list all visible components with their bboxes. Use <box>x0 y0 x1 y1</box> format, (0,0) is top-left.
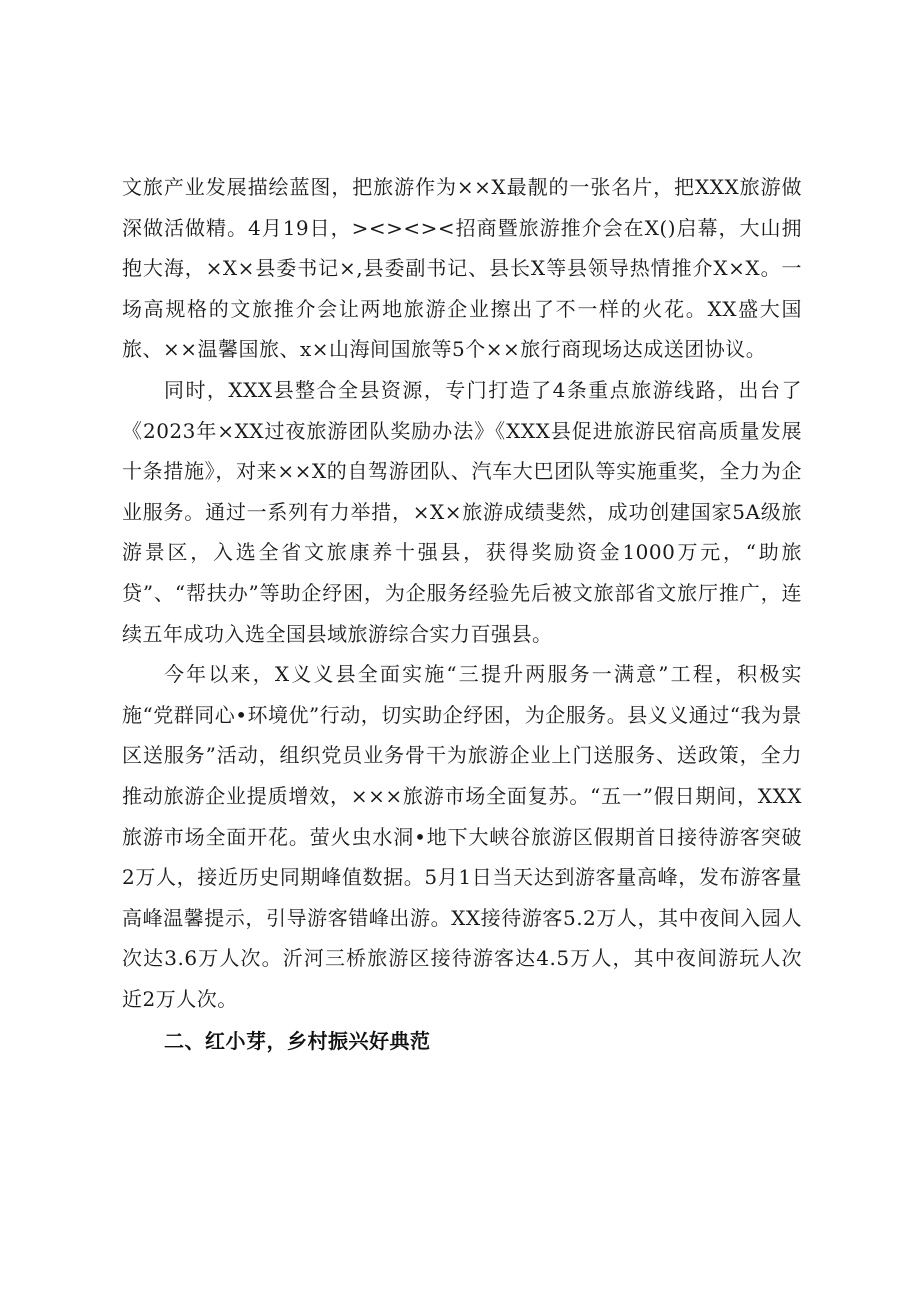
paragraph-continuation: 文旅产业发展描绘蓝图，把旅游作为××X最靓的一张名片，把XXX旅游做深做活做精。4月19日，><><><招商暨旅游推介会在X()启幕，大山拥抱大海，×X×县委书记×,县委副书记、县长X等县领导热情推介X×X。一场高规格的文旅推介会让两地旅游企业擦出了不一样的火花。XX盛大国旅、××温馨国旅、x×山海间国旅等5个××旅行商现场达成送团协议。 <box>122 175 802 362</box>
section-heading: 二、红小芽，乡村振兴好典范 <box>164 1029 431 1054</box>
paragraph-tourism-routes: 同时，XXX县整合全县资源，专门打造了4条重点旅游线路，出台了《2023年×XX过夜旅游团队奖励办法》《XXX县促进旅游民宿高质量发展十条措施》，对来××X的自驾游团队、汽车大巴团队等实施重奖，全力为企业服务。通过一系列有力举措，×X×旅游成绩斐然，成功创建国家5A级旅游景区，入选全省文旅康养十强县，获得奖励资金1000万元，“助旅贷”、“帮扶办”等助企纾困，为企服务经验先后被文旅部省文旅厅推广，连续五年成功入选全国县域旅游综合实力百强县。 <box>122 377 802 646</box>
paragraph-enterprise-service: 今年以来，X义义县全面实施“三提升两服务一满意”工程，积极实施“党群同心•环境优”行动，切实助企纾困，为企服务。县义义通过“我为景区送服务”活动，组织党员业务骨干为旅游企业上门送服务、送政策，全力推动旅游企业提质增效，×××旅游市场全面复苏。“五一”假日期间，XXX旅游市场全面开花。萤火虫水洞•地下大峡谷旅游区假期首日接待游客突破2万人，接近历史同期峰值数据。5月1日当天达到游客量高峰，发布游客量高峰温馨提示，引导游客错峰出游。XX接待游客5.2万人，其中夜间入园人次达3.6万人次。沂河三桥旅游区接待游客达4.5万人，其中夜间游玩人次近2万人次。 <box>122 662 802 1011</box>
document-body <box>122 167 802 1062</box>
